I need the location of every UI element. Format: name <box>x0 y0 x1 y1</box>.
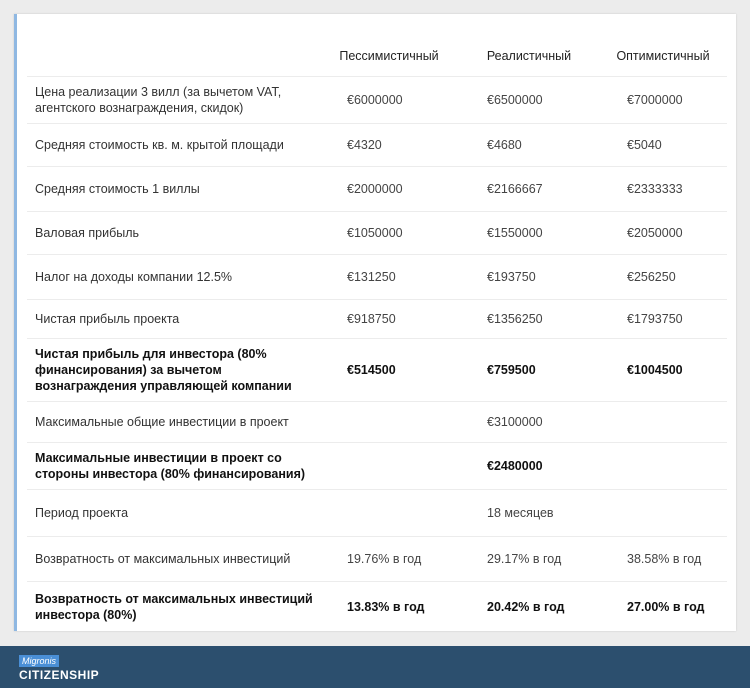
header-pessimistic: Пессимистичный <box>319 36 459 77</box>
row-label: Налог на доходы компании 12.5% <box>27 255 319 300</box>
row-label: Максимальные инвестиции в проект со стороны инвестора (80% финансирования) <box>27 443 319 490</box>
value-realistic: €1550000 <box>459 212 599 255</box>
value-optimistic: €2050000 <box>599 212 727 255</box>
value-pessimistic: €918750 <box>319 300 459 339</box>
table-row <box>27 167 727 212</box>
value-optimistic: 38.58% в год <box>599 537 727 582</box>
value-pessimistic: €2000000 <box>319 167 459 212</box>
value-pessimistic <box>319 443 459 490</box>
value-realistic: 18 месяцев <box>459 490 599 537</box>
value-pessimistic <box>319 402 459 443</box>
value-realistic: €759500 <box>459 339 599 402</box>
header-optimistic: Оптимистичный <box>599 36 727 77</box>
table-row <box>27 490 727 537</box>
value-pessimistic: €6000000 <box>319 77 459 124</box>
row-label: Средняя стоимость кв. м. крытой площади <box>27 124 319 167</box>
table-row <box>27 443 727 490</box>
row-label: Возвратность от максимальных инвестиций <box>27 537 319 582</box>
row-label: Валовая прибыль <box>27 212 319 255</box>
value-pessimistic <box>319 490 459 537</box>
row-label: Максимальные общие инвестиции в проект <box>27 402 319 443</box>
header-empty <box>27 36 319 77</box>
table-row <box>27 339 727 402</box>
row-label: Средняя стоимость 1 виллы <box>27 167 319 212</box>
value-pessimistic: €1050000 <box>319 212 459 255</box>
table-row <box>27 212 727 255</box>
value-optimistic: €7000000 <box>599 77 727 124</box>
value-realistic: €193750 <box>459 255 599 300</box>
table-card <box>14 14 736 631</box>
value-optimistic: €256250 <box>599 255 727 300</box>
value-pessimistic: 13.83% в год <box>347 600 425 614</box>
value-optimistic: €2333333 <box>599 167 727 212</box>
value-optimistic: €5040 <box>599 124 727 167</box>
value-pessimistic: €4320 <box>319 124 459 167</box>
footer-bar <box>0 646 750 688</box>
value-realistic: €2480000 <box>459 443 599 490</box>
value-optimistic: 27.00% в год <box>627 600 705 614</box>
value-optimistic: €1793750 <box>599 300 727 339</box>
value-realistic: 29.17% в год <box>459 537 599 582</box>
value-pessimistic: €131250 <box>319 255 459 300</box>
header-row <box>27 36 727 77</box>
table-row <box>27 255 727 300</box>
value-realistic: €2166667 <box>459 167 599 212</box>
table-row <box>27 124 727 167</box>
brand-logo-main: CITIZENSHIP <box>19 668 100 682</box>
row-label: Возвратность от максимальных инвестиций инвестора (80%) <box>35 592 313 622</box>
value-realistic: 20.42% в год <box>487 600 565 614</box>
table-row <box>27 537 727 582</box>
row-label: Цена реализации 3 вилл (за вычетом VAT, агентского вознаграждения, скидок) <box>27 77 319 124</box>
value-realistic: €6500000 <box>459 77 599 124</box>
table-row <box>27 77 727 124</box>
value-pessimistic: €514500 <box>319 339 459 402</box>
row-label: Чистая прибыль проекта <box>27 300 319 339</box>
header-realistic: Реалистичный <box>459 36 599 77</box>
table-row <box>27 582 727 633</box>
value-optimistic: €1004500 <box>599 339 727 402</box>
row-label: Период проекта <box>27 490 319 537</box>
table-row <box>27 300 727 339</box>
financial-table <box>27 36 727 632</box>
row-label: Чистая прибыль для инвестора (80% финансирования) за вычетом вознаграждения управляющей компании <box>27 339 319 402</box>
value-realistic: €4680 <box>459 124 599 167</box>
table-row <box>27 402 727 443</box>
value-optimistic <box>599 443 727 490</box>
value-realistic: €3100000 <box>459 402 599 443</box>
value-realistic: €1356250 <box>459 300 599 339</box>
brand-logo-small: Migronis <box>19 655 59 667</box>
value-optimistic <box>599 490 727 537</box>
value-optimistic <box>599 402 727 443</box>
value-pessimistic: 19.76% в год <box>319 537 459 582</box>
